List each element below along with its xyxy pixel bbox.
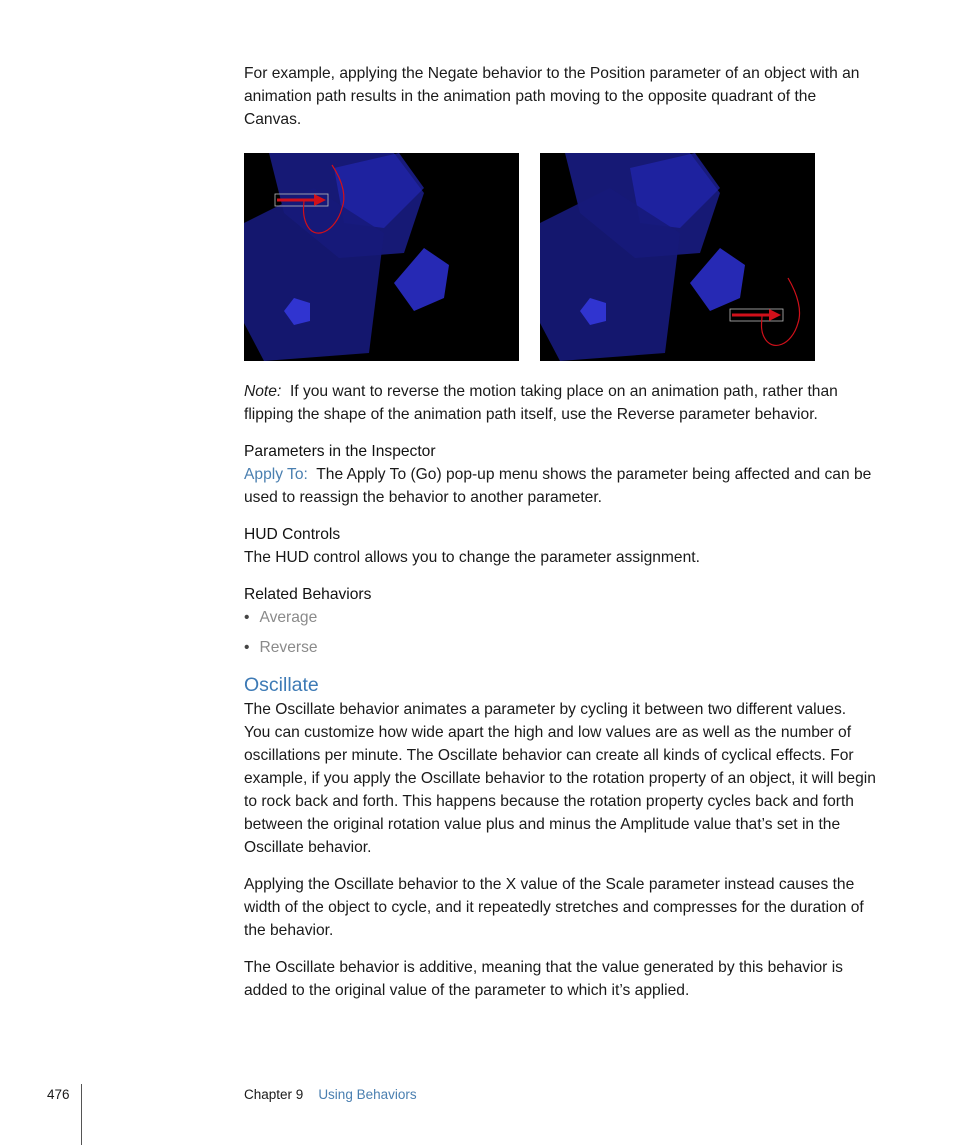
canvas-after-illustration xyxy=(540,153,815,361)
apply-to-text: The Apply To (Go) pop-up menu shows the parameter being affected and can be used to reassign the behavior to another parameter. xyxy=(244,466,872,506)
inspector-paragraph xyxy=(244,463,876,509)
related-list xyxy=(244,603,876,663)
inspector-heading: Parameters in the Inspector xyxy=(244,443,436,460)
canvas-before xyxy=(244,153,519,361)
related-item-reverse[interactable] xyxy=(244,633,876,663)
page-number: 476 xyxy=(47,1087,70,1102)
intro-paragraph: For example, applying the Negate behavior to the Position parameter of an object with an animation path results in the animation path moving to the opposite quadrant of the Canvas. xyxy=(244,65,860,128)
hud-paragraph: The HUD control allows you to change the parameter assignment. xyxy=(244,549,700,566)
inspector-section xyxy=(244,440,876,509)
related-heading: Related Behaviors xyxy=(244,586,372,603)
note-paragraph xyxy=(244,380,876,426)
footer-divider xyxy=(81,1084,82,1145)
related-section xyxy=(244,583,876,663)
note-text: If you want to reverse the motion taking place on an animation path, rather than flipping the shape of the animation path itself, use the Reverse parameter behavior. xyxy=(244,383,838,423)
oscillate-paragraph-3: The Oscillate behavior is additive, meaning that the value generated by this behavior is added to the original value of the parameter to which it’s applied. xyxy=(244,959,843,999)
bullet-icon: • xyxy=(244,609,250,626)
related-link-reverse[interactable]: Reverse xyxy=(259,639,318,656)
related-item-average[interactable] xyxy=(244,603,876,633)
hud-section xyxy=(244,523,876,569)
canvas-figure xyxy=(244,153,815,361)
apply-to-label: Apply To: xyxy=(244,466,308,483)
footer-chapter xyxy=(244,1086,417,1104)
related-link-average[interactable]: Average xyxy=(259,609,318,626)
footer-chapter-link[interactable]: Using Behaviors xyxy=(318,1087,417,1102)
note-label: Note: xyxy=(244,383,282,400)
canvas-after xyxy=(540,153,815,361)
oscillate-section xyxy=(244,672,876,1002)
footer-chapter-label: Chapter 9 xyxy=(244,1087,304,1102)
canvas-before-illustration xyxy=(244,153,519,361)
oscillate-paragraph-2: Applying the Oscillate behavior to the X value of the Scale parameter instead causes the width of the object to cycle, and it repeatedly stretches and compresses for the duration of the behavior. xyxy=(244,876,864,939)
intro-block xyxy=(244,62,876,131)
oscillate-paragraph-1: The Oscillate behavior animates a parameter by cycling it between two different values. You can customize how wide apart the high and low values are as well as the number of oscillations per minute. The Oscillate behavior can create all kinds of cyclical effects. For example, if you apply the Oscillate behavior to the rotation property of an object, it will begin to rock back and forth. This happens because the rotation property cycles back and forth between the original rotation value plus and minus the Amplitude value that’s set in the Oscillate behavior. xyxy=(244,701,876,856)
note-block xyxy=(244,380,876,426)
oscillate-title: Oscillate xyxy=(244,674,319,696)
hud-heading: HUD Controls xyxy=(244,526,341,543)
bullet-icon: • xyxy=(244,639,250,656)
